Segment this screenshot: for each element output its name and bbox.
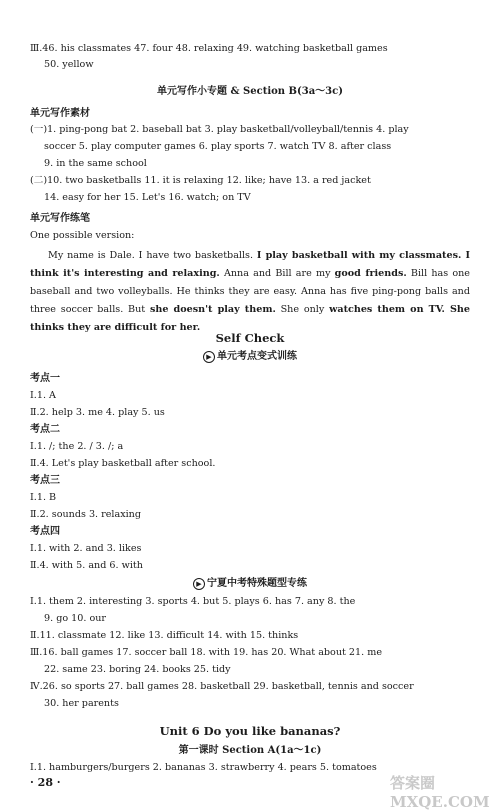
answer-line: [30, 174, 371, 188]
answer-line: [30, 724, 470, 738]
answer-text: 第一课时 Section A(1a～1c): [178, 745, 322, 756]
answer-line: [30, 761, 377, 775]
answer-line: [44, 58, 94, 72]
answer-text: 单元写作练笔: [30, 213, 90, 224]
answer-text: Ⅰ.1. A: [30, 390, 56, 401]
answer-text: Ⅱ.4. Let's play basketball after school.: [30, 458, 216, 469]
answer-text: Ⅳ.26. so sports 27. ball games 28. basketball 29. basketball, tennis and soccer: [30, 681, 414, 692]
answer-line: [30, 85, 470, 99]
answer-text: 考点四: [30, 526, 60, 537]
answer-line: [44, 663, 231, 677]
answer-line: [30, 595, 355, 609]
essay-segment: Bill has one baseball and two volleyballs. He thinks they are easy. Anna has five ping-pong balls and three soccer balls. But: [30, 268, 470, 315]
answer-line: [30, 577, 470, 591]
answer-text: soccer 5. play computer games 6. play sports 7. watch TV 8. after class: [44, 141, 392, 152]
answer-text: Ⅲ.16. ball games 17. soccer ball 18. with 19. has 20. What about 21. me: [30, 647, 382, 658]
answer-text: 考点三: [30, 475, 60, 486]
answer-line: [30, 229, 134, 243]
answer-text: 9. go 10. our: [44, 613, 107, 624]
answer-text: Ⅰ.1. /; the 2. / 3. /; a: [30, 441, 124, 452]
answer-line: [30, 542, 141, 556]
answer-line: [30, 457, 215, 471]
answer-text: Ⅱ.4. with 5. and 6. with: [30, 560, 143, 571]
answer-line: [44, 612, 106, 626]
answer-line: [30, 212, 90, 226]
answer-line: [30, 474, 60, 488]
answer-text: 单元考点变式训练: [217, 351, 297, 362]
essay-segment: Anna and Bill are my: [219, 268, 335, 279]
answer-text: 宁夏中考特殊题型专练: [207, 578, 307, 589]
play-circle-icon: ▶: [203, 351, 215, 363]
answer-line: [30, 646, 382, 660]
page-number: · 28 ·: [30, 776, 61, 789]
essay-segment: she doesn't play them.: [149, 304, 276, 315]
answer-text: (一)1. ping-pong bat 2. baseball bat 3. play basketball/volleyball/tennis 4. play: [30, 124, 409, 135]
answer-text: Self Check: [215, 331, 285, 345]
play-circle-icon: ▶: [193, 578, 205, 590]
essay-segment: watches them on TV. She thinks they are difficult for her.: [30, 304, 470, 333]
answer-text: Unit 6 Do you like bananas?: [159, 724, 341, 738]
answer-text: 30. her parents: [44, 698, 119, 709]
essay-segment: She only: [275, 304, 330, 315]
answer-line: [30, 744, 470, 758]
answer-text: Ⅰ.1. hamburgers/burgers 2. bananas 3. strawberry 4. pears 5. tomatoes: [30, 762, 377, 773]
answer-text: Ⅰ.1. with 2. and 3. likes: [30, 543, 142, 554]
essay-segment: good friends.: [334, 268, 407, 279]
answer-line: [30, 372, 60, 386]
answer-text: 50. yellow: [44, 59, 94, 70]
answer-text: 单元写作小专题 & Section B(3a～3c): [157, 86, 343, 97]
answer-text: 22. same 23. boring 24. books 25. tidy: [44, 664, 231, 675]
answer-line: [30, 107, 90, 121]
answer-line: [30, 559, 143, 573]
answer-line: [30, 491, 56, 505]
answer-line: [30, 423, 60, 437]
answer-line: [30, 389, 56, 403]
answer-line: [30, 123, 409, 137]
essay-segment: My name is Dale. I have two basketballs.: [48, 250, 257, 261]
answer-line: [30, 680, 414, 694]
answer-line: [30, 508, 141, 522]
answer-text: Ⅰ.1. B: [30, 492, 57, 503]
answer-line: [44, 157, 147, 171]
answer-text: Ⅱ.11. classmate 12. like 13. difficult 14. with 15. thinks: [30, 630, 299, 641]
answer-line: [30, 525, 60, 539]
answer-text: Ⅲ.46. his classmates 47. four 48. relaxing 49. watching basketball games: [30, 43, 388, 54]
watermark: 答案圈 MXQE.COM: [390, 774, 490, 811]
answer-text: 14. easy for her 15. Let's 16. watch; on TV: [44, 192, 251, 203]
sample-essay: [30, 247, 470, 337]
answer-line: [30, 629, 298, 643]
answer-text: Ⅱ.2. help 3. me 4. play 5. us: [30, 407, 165, 418]
answer-text: One possible version:: [30, 230, 135, 241]
answer-line: [44, 191, 251, 205]
answer-line: [30, 350, 470, 364]
answer-line: [30, 406, 165, 420]
answer-text: Ⅰ.1. them 2. interesting 3. sports 4. but 5. plays 6. has 7. any 8. the: [30, 596, 356, 607]
answer-line: [44, 697, 119, 711]
answer-text: 单元写作素材: [30, 108, 90, 119]
answer-line: [44, 140, 391, 154]
answer-text: 考点一: [30, 373, 60, 384]
answer-line: [30, 440, 123, 454]
answer-text: 9. in the same school: [44, 158, 147, 169]
answer-text: 考点二: [30, 424, 60, 435]
answer-text: (二)10. two basketballs 11. it is relaxing 12. like; have 13. a red jacket: [30, 175, 371, 186]
answer-text: Ⅱ.2. sounds 3. relaxing: [30, 509, 141, 520]
essay-segment: I play basketball with my classmates. I think it's interesting and relaxing.: [30, 250, 470, 279]
answer-line: [30, 42, 388, 56]
